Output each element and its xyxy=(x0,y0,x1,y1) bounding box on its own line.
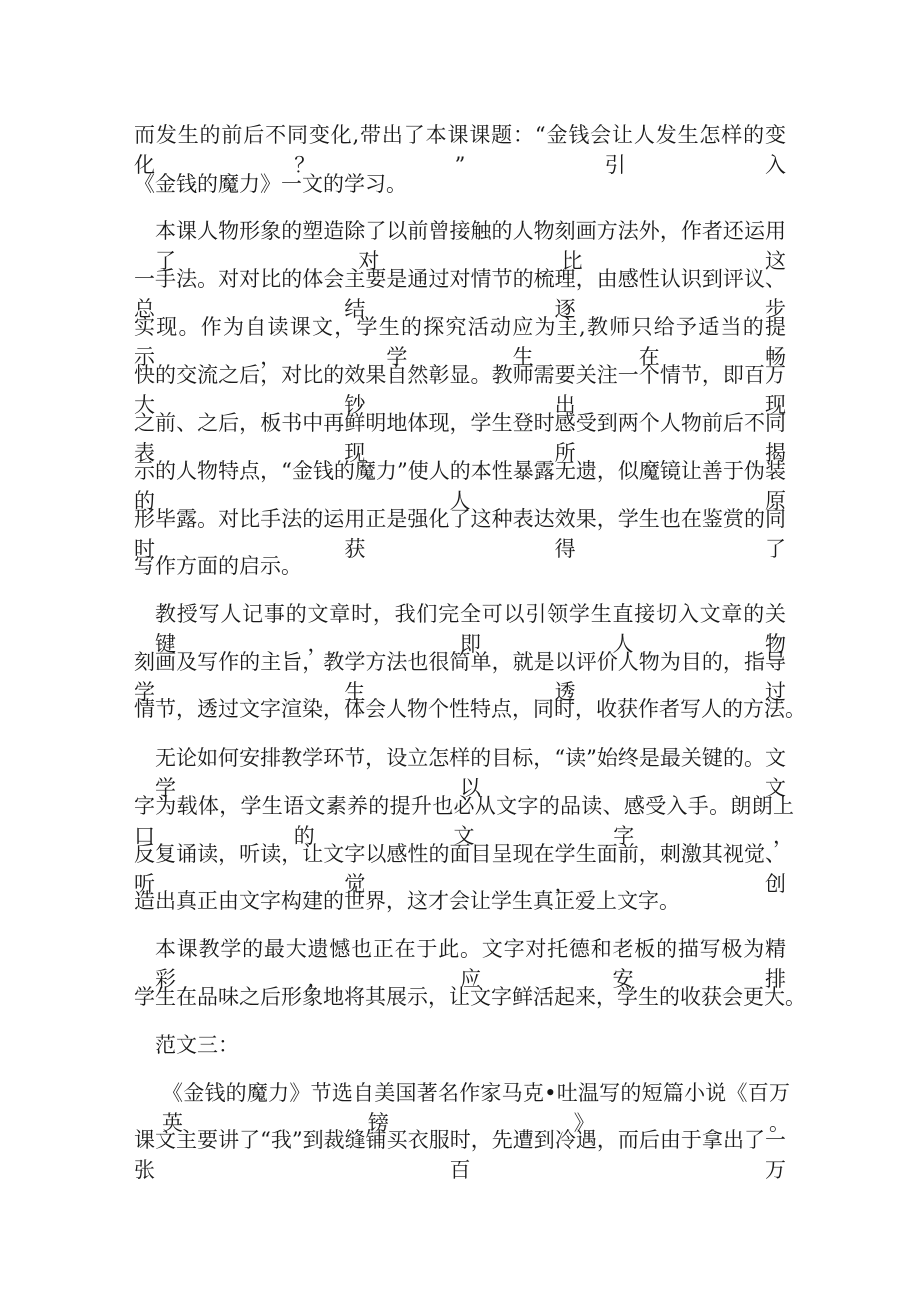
paragraph-first-line: 教授写人记事的文章时，我们完全可以引领学生直接切入文章的关键，即人物 xyxy=(155,602,786,656)
text-line: 学生在品味之后形象地将其展示，让文字鲜活起来，学生的收获会更大。 xyxy=(134,985,806,1009)
text-line: 写作方面的启示。 xyxy=(134,554,302,578)
text-line: 而发生的前后不同变化,带出了本课课题：“金钱会让人发生怎样的变化？”引入 xyxy=(134,123,786,177)
paragraph-first-line: 《金钱的魔力》节选自美国著名作家马克•吐温写的短篇小说《百万英镑》。 xyxy=(162,1081,790,1135)
text-line: 之前、之后，板书中再鲜明地体现，学生登时感受到两个人物前后不同表现所揭 xyxy=(134,411,786,465)
text-line: 反复诵读，听读，让文字以感性的面目呈现在学生面前，刺激其视觉、听觉，创 xyxy=(134,842,786,896)
text-line: 《金钱的魔力》一文的学习。 xyxy=(134,172,407,196)
section-heading: 范文三： xyxy=(155,1033,239,1057)
text-line: 形毕露。对比手法的运用正是强化了这种表达效果，学生也在鉴赏的同时获得了 xyxy=(134,507,786,561)
text-line: 实现。作为自读课文，学生的探究活动应为主,教师只给予适当的提示，学生在畅 xyxy=(134,315,786,369)
text-line: 课文主要讲了“我”到裁缝铺买衣服时，先遭到冷遇，而后由于拿出了一张百万 xyxy=(134,1128,786,1182)
text-line: 示的人物特点，“金钱的魔力”使人的本性暴露无遗，似魔镜让善于伪装的人原 xyxy=(134,459,786,513)
text-line: 快的交流之后，对比的效果自然彰显。教师需要关注一个情节，即百万大钞出现 xyxy=(134,363,786,417)
text-line: 字为载体，学生语文素养的提升也必从文字的品读、感受入手。朗朗上口的文字， xyxy=(134,794,794,848)
paragraph-first-line: 无论如何安排教学环节，设立怎样的目标，“读”始终是最关键的。文学以文 xyxy=(155,746,786,800)
text-line: 一手法。对对比的体会主要是通过对情节的梳理，由感性认识到评议、总结逐步 xyxy=(134,267,786,321)
text-line: 刻画及写作的主旨，教学方法也很简单，就是以评价人物为目的，指导学生透过 xyxy=(134,650,786,704)
text-line: 造出真正由文字构建的世界，这才会让学生真正爱上文字。 xyxy=(134,889,680,913)
text-line: 情节，透过文字渲染，体会人物个性特点，同时，收获作者写人的方法。 xyxy=(134,697,806,721)
paragraph-first-line: 本课教学的最大遗憾也正在于此。文字对托德和老板的描写极为精彩，应安排 xyxy=(155,937,786,991)
paragraph-first-line: 本课人物形象的塑造除了以前曾接触的人物刻画方法外，作者还运用了对比这 xyxy=(155,219,786,273)
